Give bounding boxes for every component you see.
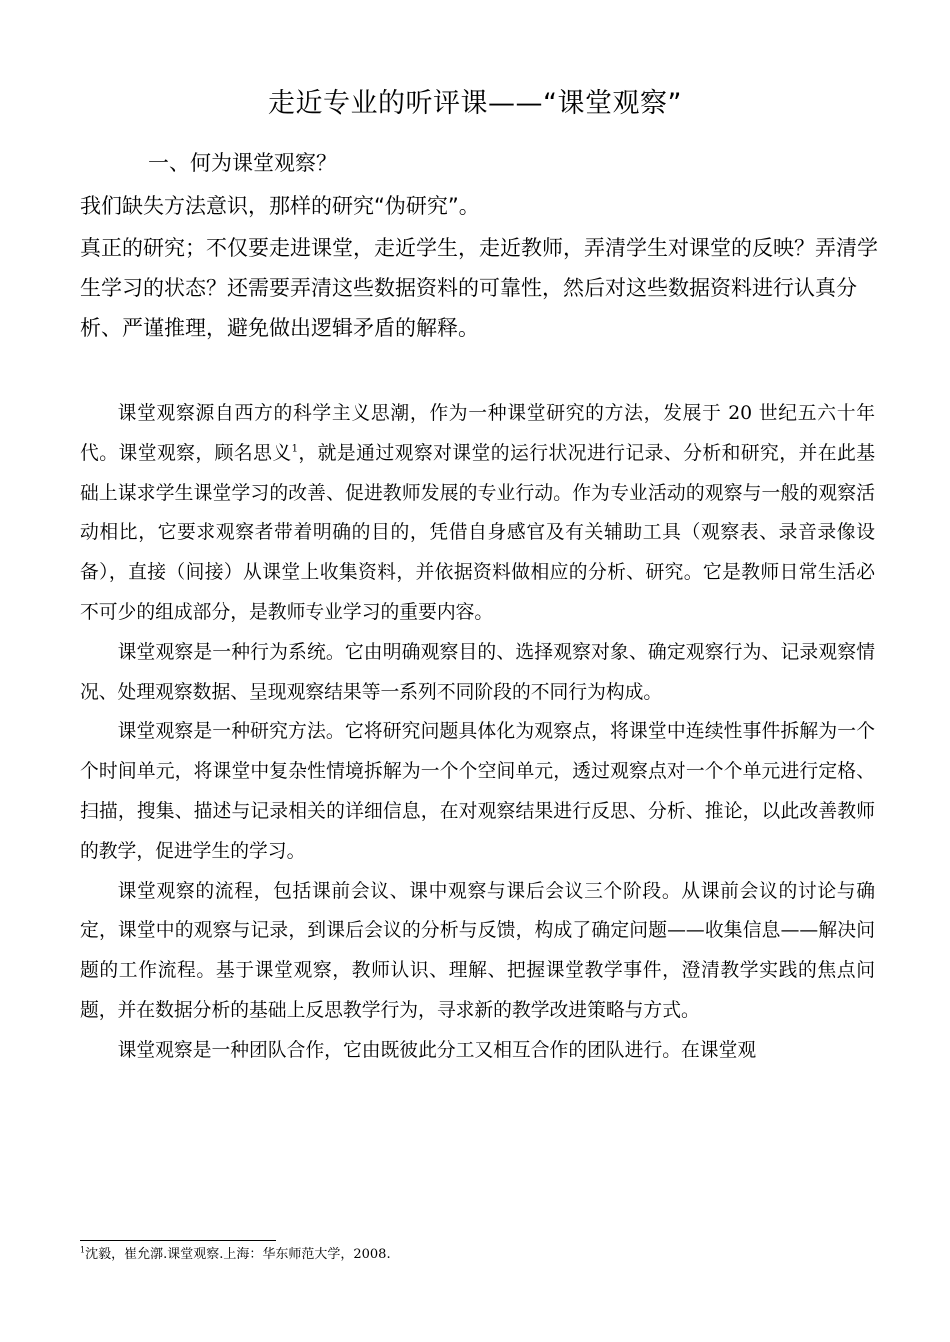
paragraph-text: ，就是通过观察对课堂的运行状况进行记录、分析和研究，并在此基础上谋求学生课堂学习的改善、促进教师发展的专业行动。作为专业活动的观察与一般的观察活动相比，它要求观察者带着明确的目的，凭借自身感官及有关辅助工具（观察表、录音录像设备），直接（间接）从课堂上收集资料，并依据资料做相应的分析、研究。它是教师日常生活必不可少的组成部分，是教师专业学习的重要内容。 [80,442,876,623]
intro-line: 我们缺失方法意识，那样的研究“伪研究”。 [80,194,480,218]
section-heading: 一、何为课堂观察？ [148,151,337,175]
footnote-separator [80,1240,276,1241]
footnote-marker: 1 [80,1245,86,1255]
intro-paragraph: 真正的研究；不仅要走进课堂，走近学生，走近教师，弄清学生对课堂的反映？弄清学生学习的状态？还需要弄清这些数据资料的可靠性，然后对这些数据资料进行认真分析、严谨推理，避免做出逻辑矛盾的解释。 [80,236,878,340]
document-title: 走近专业的听评课——“课堂观察” [268,88,682,119]
body-text [80,394,875,1071]
footnote-text: 沈毅，崔允漷.课堂观察.上海：华东师范大学，2008. [85,1247,391,1262]
body-paragraph: 课堂观察是一种团队合作，它由既彼此分工又相互合作的团队进行。在课堂观 [117,1039,757,1061]
body-paragraph: 课堂观察是一种研究方法。它将研究问题具体化为观察点，将课堂中连续性事件拆解为一个个时间单元，将课堂中复杂性情境拆解为一个个空间单元，透过观察点对一个个单元进行定格、扫描，搜集、描述与记录相关的详细信息，在对观察结果进行反思、分析、推论，以此改善教师的教学，促进学生的学习。 [80,721,875,862]
body-paragraph: 课堂观察是一种行为系统。它由明确观察目的、选择观察对象、确定观察行为、记录观察情况、处理观察数据、呈现观察结果等一系列不同阶段的不同行为构成。 [80,641,875,703]
body-paragraph: 课堂观察的流程，包括课前会议、课中观察与课后会议三个阶段。从课前会议的讨论与确定，课堂中的观察与记录，到课后会议的分析与反馈，构成了确定问题——收集信息——解决问题的工作流程。基于课堂观察，教师认识、理解、把握课堂教学事件，澄清教学实践的焦点问题，并在数据分析的基础上反思教学行为，寻求新的教学改进策略与方式。 [80,880,875,1021]
footnote-reference: 1 [291,443,298,455]
footnote [80,1246,391,1264]
body-paragraph [80,394,875,633]
paragraph-text: 课堂观察源自西方的科学主义思潮，作为一种课堂研究的方法，发展于 20 世纪五六十年代。课堂观察，顾名思义 [80,403,875,464]
